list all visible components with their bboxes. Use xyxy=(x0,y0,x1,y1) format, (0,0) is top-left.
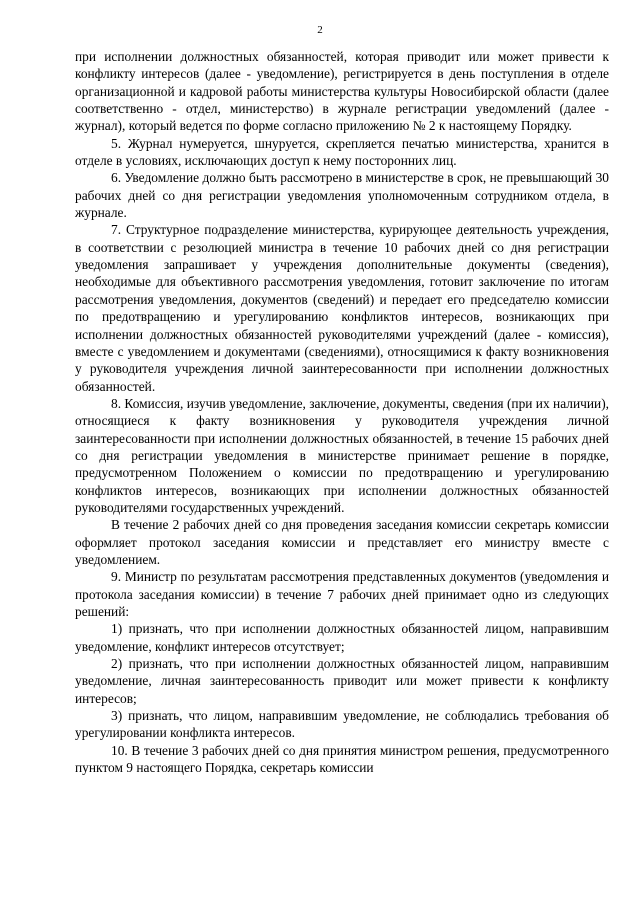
paragraph-continuation: при исполнении должностных обязанностей, которая приводит или может привести к конфликту интересов (далее - уведомление), регистрируется в день поступления в отделе организационной и кадровой работы министерства культуры Новосибирской области (далее соответственно - отдел, министерство) в журнале регистрации уведомлений (далее - журнал), который ведется по форме согласно приложению № 2 к настоящему Порядку. xyxy=(75,49,609,134)
paragraph-protocol: В течение 2 рабочих дней со дня проведения заседания комиссии секретарь комиссии оформляет протокол заседания комиссии и представляет его министру вместе с уведомлением. xyxy=(75,517,609,567)
paragraph-5-journal: 5. Журнал нумеруется, шнуруется, скрепляется печатью министерства, хранится в отделе в условиях, исключающих доступ к нему посторонних лиц. xyxy=(75,135,609,169)
paragraph-10-secretary: 10. В течение 3 рабочих дней со дня принятия министром решения, предусмотренного пунктом 9 настоящего Порядка, секретарь комиссии xyxy=(75,742,609,776)
document-body xyxy=(75,48,609,776)
paragraph-9-minister-decision: 9. Министр по результатам рассмотрения представленных документов (уведомления и протокола заседания комиссии) в течение 7 рабочих дней принимает одно из следующих решений: xyxy=(75,569,609,619)
paragraph-6-review-period: 6. Уведомление должно быть рассмотрено в министерстве в срок, не превышающий 30 рабочих дней со дня регистрации уведомления уполномоченным сотрудником отдела, в журнале. xyxy=(75,170,609,221)
paragraph-7-structural-unit: 7. Структурное подразделение министерства, курирующее деятельность учреждения, в соответствии с резолюцией министра в течение 10 рабочих дней со дня регистрации уведомления запрашивает у учреждения дополнительные документы (сведения), необходимые для объективного рассмотрения уведомления, готовит заключение по итогам рассмотрения уведомления, документов (сведений) и передает его председателю комиссии по предотвращению и урегулированию конфликтов интересов, возникающих при исполнении должностных обязанностей руководителями учреждений (далее - комиссия), вместе с уведомлением и документами (сведениями), относящимися к факту возникновения у руководителя учреждения личной заинтересованности при исполнении должностных обязанностей. xyxy=(75,222,609,394)
paragraph-8-commission: 8. Комиссия, изучив уведомление, заключение, документы, сведения (при их наличии), относящиеся к факту возникновения у руководителя учреждения личной заинтересованности при исполнении должностных обязанностей, в течение 15 рабочих дней со дня регистрации уведомления в министерстве принимает решение в порядке, предусмотренном Положением о комиссии по предотвращению и урегулированию конфликтов интересов, возникающих при исполнении должностных обязанностей руководителями государственных учреждений. xyxy=(75,395,609,515)
page-number: 2 xyxy=(317,24,323,36)
decision-item-3: 3) признать, что лицом, направившим уведомление, не соблюдались требования об урегулировании конфликта интересов. xyxy=(75,708,609,741)
decision-item-2: 2) признать, что при исполнении должностных обязанностей лицом, направившим уведомление, личная заинтересованность приводит или может привести к конфликту интересов; xyxy=(75,656,609,706)
decision-item-1: 1) признать, что при исполнении должностных обязанностей лицом, направившим уведомление, конфликт интересов отсутствует; xyxy=(75,621,609,654)
